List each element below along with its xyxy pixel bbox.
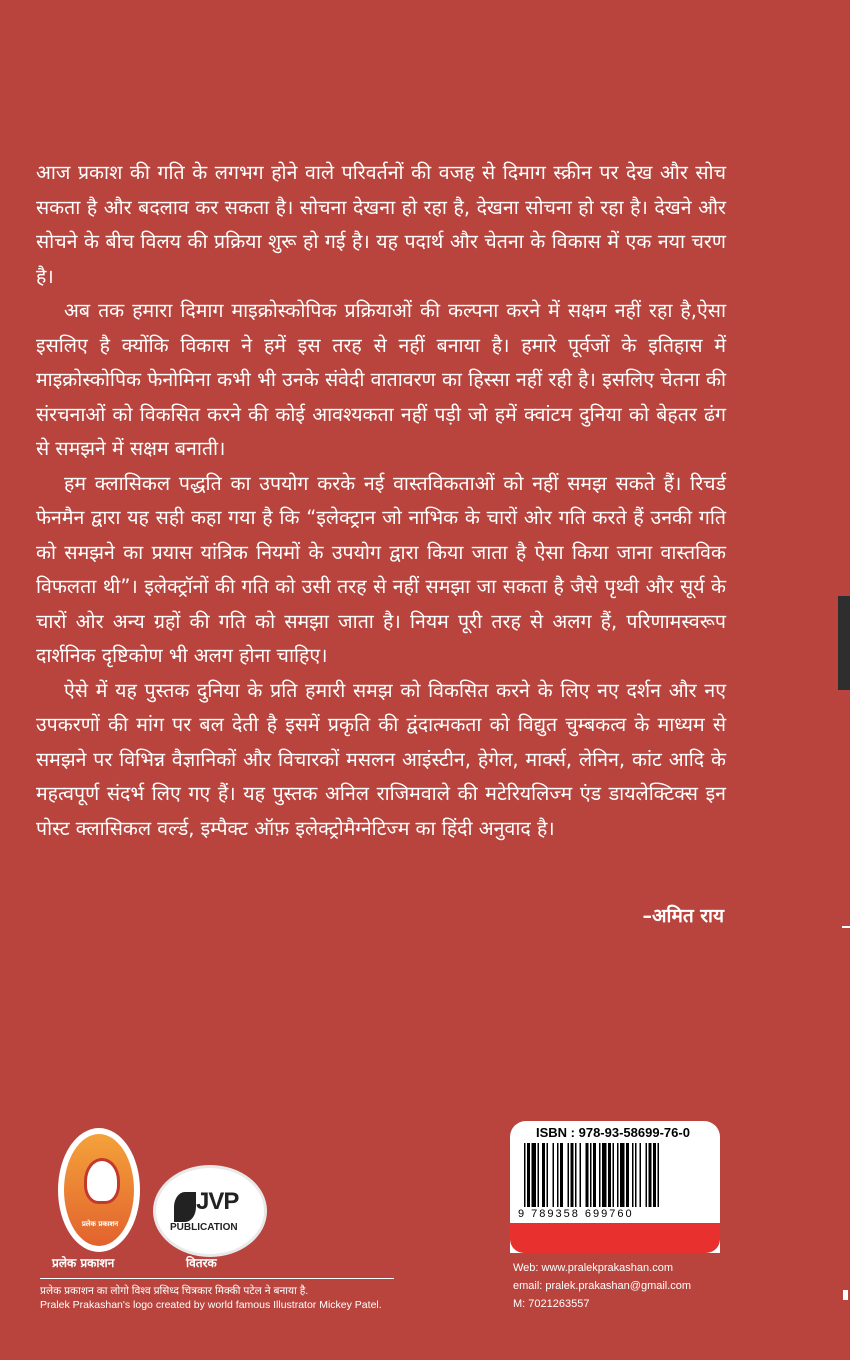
isbn-barcode-panel [510, 1121, 720, 1253]
barcode-bar [571, 1143, 574, 1207]
barcode-bar [580, 1143, 582, 1207]
barcode-bar [620, 1143, 625, 1207]
barcode-bar [557, 1143, 559, 1207]
jvp-publication-logo [153, 1165, 267, 1257]
leaf-icon [174, 1192, 196, 1222]
barcode-digits: 9 789358 699760 [518, 1208, 634, 1220]
barcode-bar [626, 1143, 629, 1207]
barcode-bar [599, 1143, 601, 1207]
barcode-bar [635, 1143, 637, 1207]
ganesha-figure-icon [84, 1158, 120, 1204]
barcode-bar [617, 1143, 619, 1207]
barcode-bar [608, 1143, 611, 1207]
blurb-text [36, 156, 726, 846]
barcode-bar [640, 1143, 642, 1207]
edge-dot [843, 1290, 848, 1300]
blurb-paragraph-2: अब तक हमारा दिमाग माइक्रोस्कोपिक प्रक्रियाओं की कल्पना करने में सक्षम नहीं रहा है,ऐसा इसलिए है क्योंकि विकास ने हमें इस तरह से नहीं बनाया है। हमारे पूर्वजों के इतिहास में माइक्रोस्कोपिक फेनोमिना कभी भी उनके संवेदी वातावरण का हिस्सा नहीं रही है। इसलिए चेतना की संरचनाओं को विकसित करने की कोई आवश्यकता नहीं पड़ी जो हमें क्वांटम दुनिया को बेहतर ढंग से समझने में सक्षम बनाती। [36, 299, 726, 460]
distributor-caption: वितरक [186, 1256, 217, 1270]
barcode-bar [593, 1143, 596, 1207]
isbn-label: ISBN : 978-93-58699-76-0 [536, 1125, 690, 1140]
blurb-paragraph-4: ऐसे में यह पुस्तक दुनिया के प्रति हमारी समझ को विकसित करने के लिए नए दर्शन और नए उपकरणों की मांग पर बल देती है इसमें प्रकृति की द्वंदात्मकता को विद्युत चुम्बकत्व के माध्यम से समझने पर विभिन्न वैज्ञानिकों और विचारकों मसलन आइंस्टीन, हेगेल, मार्क्स, लेनिन, कांट आदि के महत्वपूर्ण संदर्भ लिए गए हैं। यह पुस्तक अनिल राजिमवाले की मटेरियलिज्म एंड डायलेक्टिक्स इन पोस्ट क्लासिकल वर्ल्ड, इम्पैक्ट ऑफ़ इलेक्ट्रोमैग्नेटिज्म का हिंदी अनुवाद है। [36, 678, 726, 840]
logo-credit-hindi: प्रलेक प्रकाशन का लोगो विश्व प्रसिध्द चित्रकार मिक्की पटेल ने बनाया है. [40, 1285, 309, 1297]
barcode-bar [560, 1143, 563, 1207]
barcode-bar [632, 1143, 634, 1207]
logo-credit-english: Pralek Prakashan's logo created by world famous Illustrator Mickey Patel. [40, 1299, 382, 1311]
barcode-bar [547, 1143, 549, 1207]
website-line: Web: www.pralekprakashan.com [513, 1262, 673, 1274]
barcode-bar [532, 1143, 537, 1207]
barcode-bar [658, 1143, 660, 1207]
barcode-bar [538, 1143, 540, 1207]
pralek-logo-caption: प्रलेक प्रकाशन [52, 1256, 115, 1270]
spine-edge-tab [838, 596, 850, 690]
blurb-paragraph-1: आज प्रकाश की गति के लगभग होने वाले परिवर्तनों की वजह से दिमाग स्क्रीन पर देख और सोच सकता है और बदलाव कर सकता है। सोचना देखना हो रहा है, देखना सोचना हो रहा है। देखने और सोचने के बीच विलय की प्रक्रिया शुरू हो गई है। यह पदार्थ और चेतना के विकास में एक नया चरण है। [36, 161, 726, 288]
mobile-line: M: 7021263557 [513, 1298, 590, 1310]
pralek-logo-ring-text: प्रलेक प्रकाशन [81, 1220, 119, 1228]
barcode-bar [646, 1143, 648, 1207]
pralek-logo-badge [64, 1134, 134, 1246]
pralek-logo [58, 1128, 140, 1252]
barcode-bar [575, 1143, 577, 1207]
author-signature: –अमित राय [642, 905, 724, 927]
barcode-bar [542, 1143, 545, 1207]
blurb-paragraph-3: हम क्लासिकल पद्धति का उपयोग करके नई वास्तविकताओं को नहीं समझ सकते हैं। रिचर्ड फेनमैन द्वारा यह सही कहा गया है कि “इलेक्ट्रान जो नाभिक के चारों ओर गति करते हैं उनकी गति को समझने का प्रयास यांत्रिक नियमों के उपयोग द्वारा किया जाता है ऐसा किया जाना वास्तविक विफलता थी”। इलेक्ट्रॉनों की गति को उसी तरह से नहीं समझा जा सकता है जैसे पृथ्वी और सूर्य के चारों ओर अन्य ग्रहों की गति को समझा जाता है। नियम पूरी तरह से अलग हैं, परिणामस्वरूप दार्शनिक दृष्टिकोण भी अलग होना चाहिए। [36, 471, 726, 667]
edge-mark [842, 926, 850, 928]
barcode-bar [553, 1143, 555, 1207]
barcode-bar [524, 1143, 526, 1207]
barcode-bars [524, 1143, 708, 1207]
credit-divider [40, 1278, 394, 1279]
email-line: email: pralek.prakashan@gmail.com [513, 1280, 692, 1292]
barcode-bar [653, 1143, 656, 1207]
barcode-red-band [510, 1223, 720, 1253]
jvp-logo-subtitle: PUBLICATION [170, 1222, 238, 1233]
barcode-bar [602, 1143, 607, 1207]
jvp-logo-mark: JVP [196, 1188, 239, 1215]
barcode-bar [568, 1143, 570, 1207]
barcode-bar [649, 1143, 652, 1207]
barcode-bar [590, 1143, 592, 1207]
barcode-bar [527, 1143, 530, 1207]
barcode-bar [586, 1143, 589, 1207]
barcode-bar [613, 1143, 615, 1207]
